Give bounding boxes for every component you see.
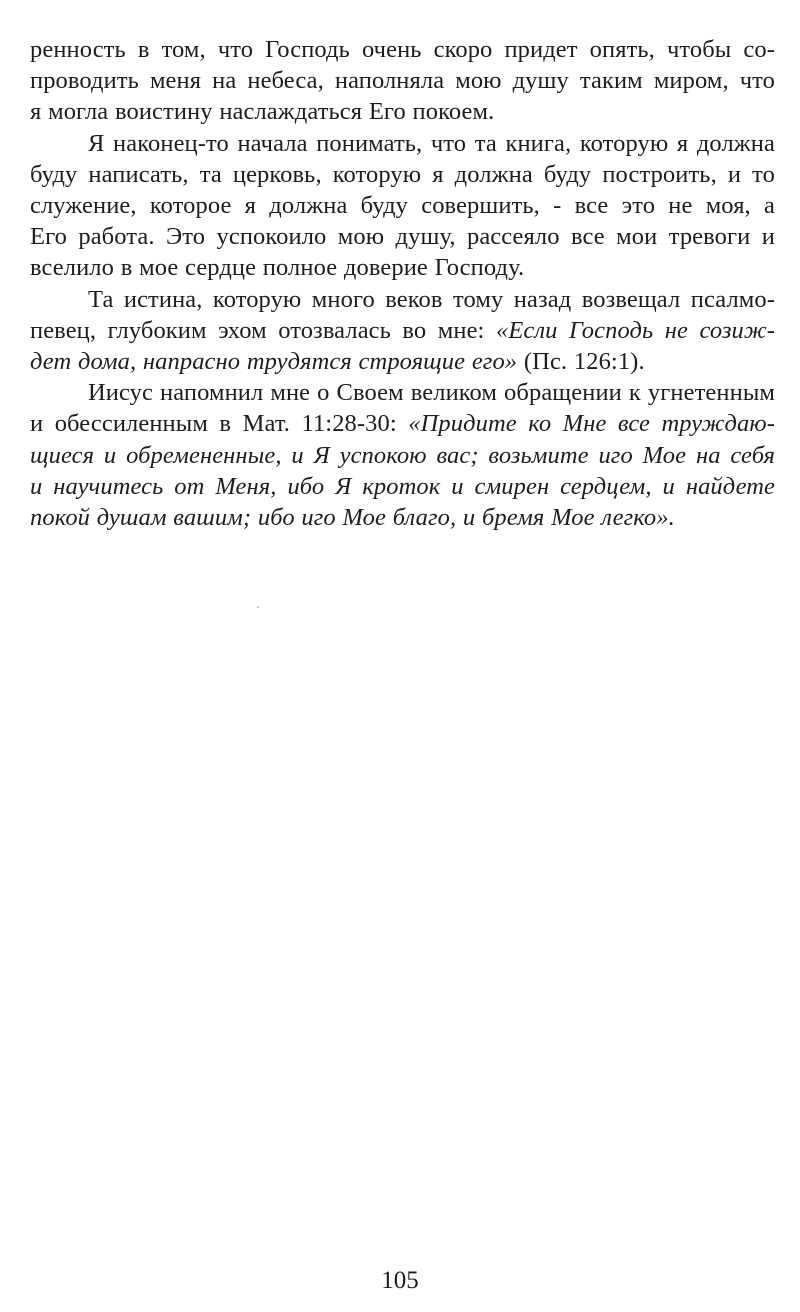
scripture-quote: «Придите ко Мне все труждаю-	[408, 410, 776, 438]
scripture-quote: «Если Господь не созиж-	[495, 316, 776, 344]
text-line: вселило в мое сердце полное доверие Господу.	[30, 254, 525, 282]
scripture-reference: (Пс. 126:1).	[517, 348, 645, 376]
text-line: Иисус напомнил мне о Своем великом обращении к угнетенным	[88, 379, 775, 407]
paragraph-4	[30, 377, 775, 533]
paragraph-3	[30, 284, 775, 378]
text-line	[30, 346, 775, 377]
scripture-quote: дет дома, напрасно трудятся строящие его»	[30, 348, 518, 376]
paragraph-1	[30, 34, 775, 128]
text-line: проводить меня на небеса, наполняла мою душу таким миром, что	[30, 67, 775, 95]
text-line: Я наконец-то начала понимать, что та книга, которую я должна	[88, 129, 775, 157]
text-line: покой душам вашим; ибо иго Мое благо, и бремя Мое легко».	[30, 504, 675, 532]
text-line: буду написать, та церковь, которую я должна буду построить, и то	[30, 160, 775, 188]
text-line: и научитесь от Меня, ибо Я кроток и смирен сердцем, и найдете	[30, 472, 775, 500]
text-line: Его работа. Это успокоило мою душу, рассеяло все мои тревоги и	[30, 223, 775, 251]
text-line: служение, которое я должна буду совершить, - все это не моя, а	[30, 192, 775, 220]
text-line: щиеся и обремененные, и Я успокою вас; возьмите иго Мое на себя	[30, 441, 775, 469]
text-line: ренность в том, что Господь очень скоро придет опять, чтобы со-	[30, 36, 775, 63]
text-line: Та истина, которую много веков тому назад возвещал псалмо-	[88, 285, 775, 313]
scan-speck	[257, 606, 259, 608]
paragraph-2	[30, 128, 775, 284]
text-line: я могла воистину наслаждаться Его покоем.	[30, 98, 495, 126]
text-line: певец, глубоким эхом отозвалась во мне: «Если Господь не созиж-	[30, 316, 776, 344]
body-text	[30, 34, 775, 533]
text-line: и обессиленным в Мат. 11:28-30: «Придите ко Мне все труждаю-	[30, 410, 776, 438]
page-number: 105	[381, 1267, 419, 1294]
